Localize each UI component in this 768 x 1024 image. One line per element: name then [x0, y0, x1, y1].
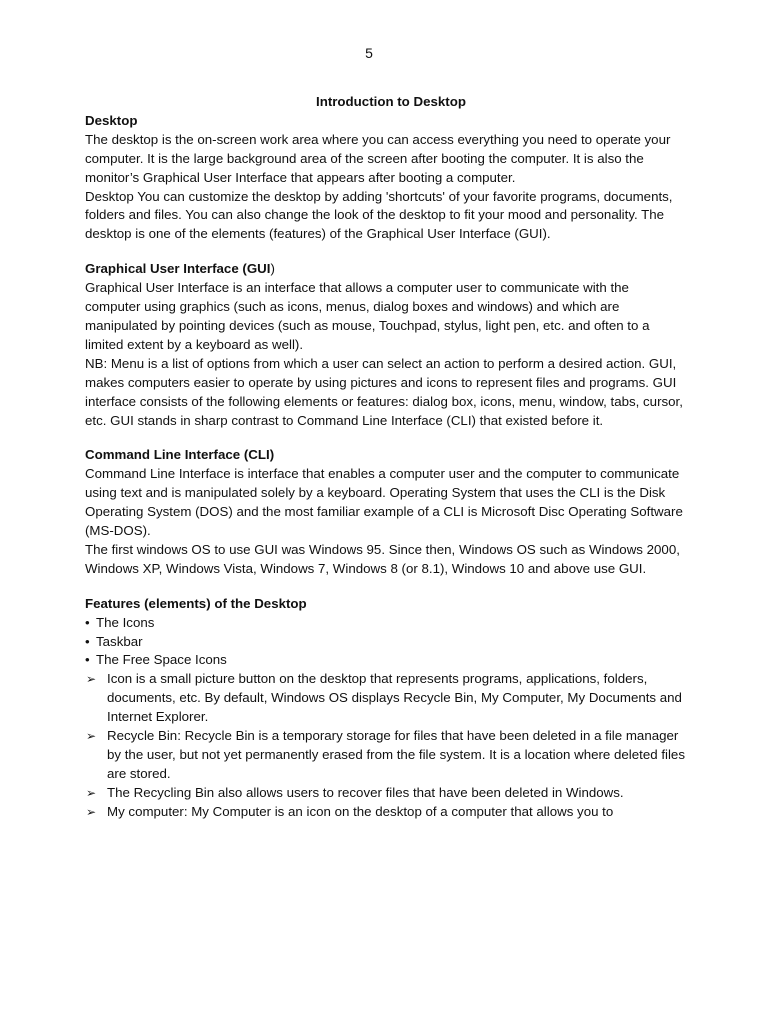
cli-paragraph-2: The first windows OS to use GUI was Windows 95. Since then, Windows OS such as Windows 2000, Windows XP, Windows Vista, Windows 7, Windows 8 (or 8.1), Windows 10 and above use GUI. — [85, 541, 680, 576]
arrow-bullet-icon: ➢ — [86, 672, 97, 687]
page-number: 5 — [365, 45, 373, 61]
list-item — [85, 651, 685, 670]
list-item — [85, 784, 685, 803]
desktop-heading: Desktop — [85, 112, 138, 128]
list-item-text: The Icons — [96, 614, 155, 630]
list-item — [85, 670, 685, 727]
gui-heading-tail: ) — [270, 261, 275, 277]
desktop-paragraph-1: The desktop is the on-screen work area where you can access everything you need to operate your computer. It is the large background area of the screen after booting the computer. It is also the monitor’s Graphical User Interface that appears after booting a computer. — [85, 131, 671, 185]
gui-heading: Graphical User Interface (GUI — [85, 261, 271, 277]
gui-paragraph-2: NB: Menu is a list of options from which a user can select an action to perform a desired action. GUI, makes computers easier to operate by using pictures and icons to represent files and programs. GUI interface consists of the following elements or features: dialog box, icons, menu, window, tabs, cursor, etc. GUI stands in sharp contrast to Command Line Interface (CLI) that existed before it. — [85, 355, 683, 428]
page-content — [85, 93, 685, 822]
section-gap — [85, 430, 685, 446]
section-gap — [85, 579, 685, 595]
bullet-icon: • — [85, 652, 90, 668]
features-bullet-list — [85, 614, 685, 671]
cli-paragraph-1: Command Line Interface is interface that enables a computer user and the computer to communicate using text and is manipulated solely by a keyboard. Operating System that uses the CLI is the Disk Operating System (DOS) and the most familiar example of a CLI is Microsoft Disc Operating Software (MS-DOS). — [85, 466, 683, 539]
list-item-text: Recycle Bin: Recycle Bin is a temporary storage for files that have been deleted in a file manager by the user, but not yet permanently erased from the file system. It is a location where deleted files are stored. — [107, 728, 685, 781]
features-arrow-list — [85, 670, 685, 821]
list-item-text: The Recycling Bin also allows users to recover files that have been deleted in Windows. — [107, 784, 624, 800]
list-item — [85, 633, 685, 652]
gui-heading-line — [85, 260, 685, 279]
features-heading: Features (elements) of the Desktop — [85, 595, 307, 611]
bullet-icon: • — [85, 614, 90, 630]
list-item — [85, 614, 685, 633]
arrow-bullet-icon: ➢ — [86, 729, 97, 744]
desktop-paragraph-2: Desktop You can customize the desktop by adding 'shortcuts' of your favorite programs, documents, folders and files. You can also change the look of the desktop to fit your mood and personality. The desktop is one of the elements (features) of the Graphical User Interface (GUI). — [85, 188, 673, 242]
document-title: Introduction to Desktop — [316, 94, 466, 109]
list-item — [85, 803, 685, 822]
cli-heading: Command Line Interface (CLI) — [85, 447, 275, 463]
gui-paragraph-1: Graphical User Interface is an interface that allows a computer user to communicate with the computer using graphics (such as icons, menus, dialog boxes and windows) and which are manipulated by pointing devices (such as mouse, Touchpad, stylus, light pen, etc. and often to a limited extent by a keyboard as well). — [85, 280, 650, 352]
arrow-bullet-icon: ➢ — [86, 785, 97, 800]
list-item — [85, 727, 685, 784]
list-item-text: Icon is a small picture button on the desktop that represents programs, applications, folders, documents, etc. By default, Windows OS displays Recycle Bin, My Computer, My Documents and Internet Explorer. — [107, 671, 682, 725]
list-item-text: The Free Space Icons — [96, 652, 227, 668]
section-gap — [85, 244, 685, 260]
arrow-bullet-icon: ➢ — [86, 804, 97, 819]
bullet-icon: • — [85, 633, 90, 649]
list-item-text: Taskbar — [96, 633, 143, 649]
list-item-text: My computer: My Computer is an icon on the desktop of a computer that allows you to — [107, 803, 614, 819]
